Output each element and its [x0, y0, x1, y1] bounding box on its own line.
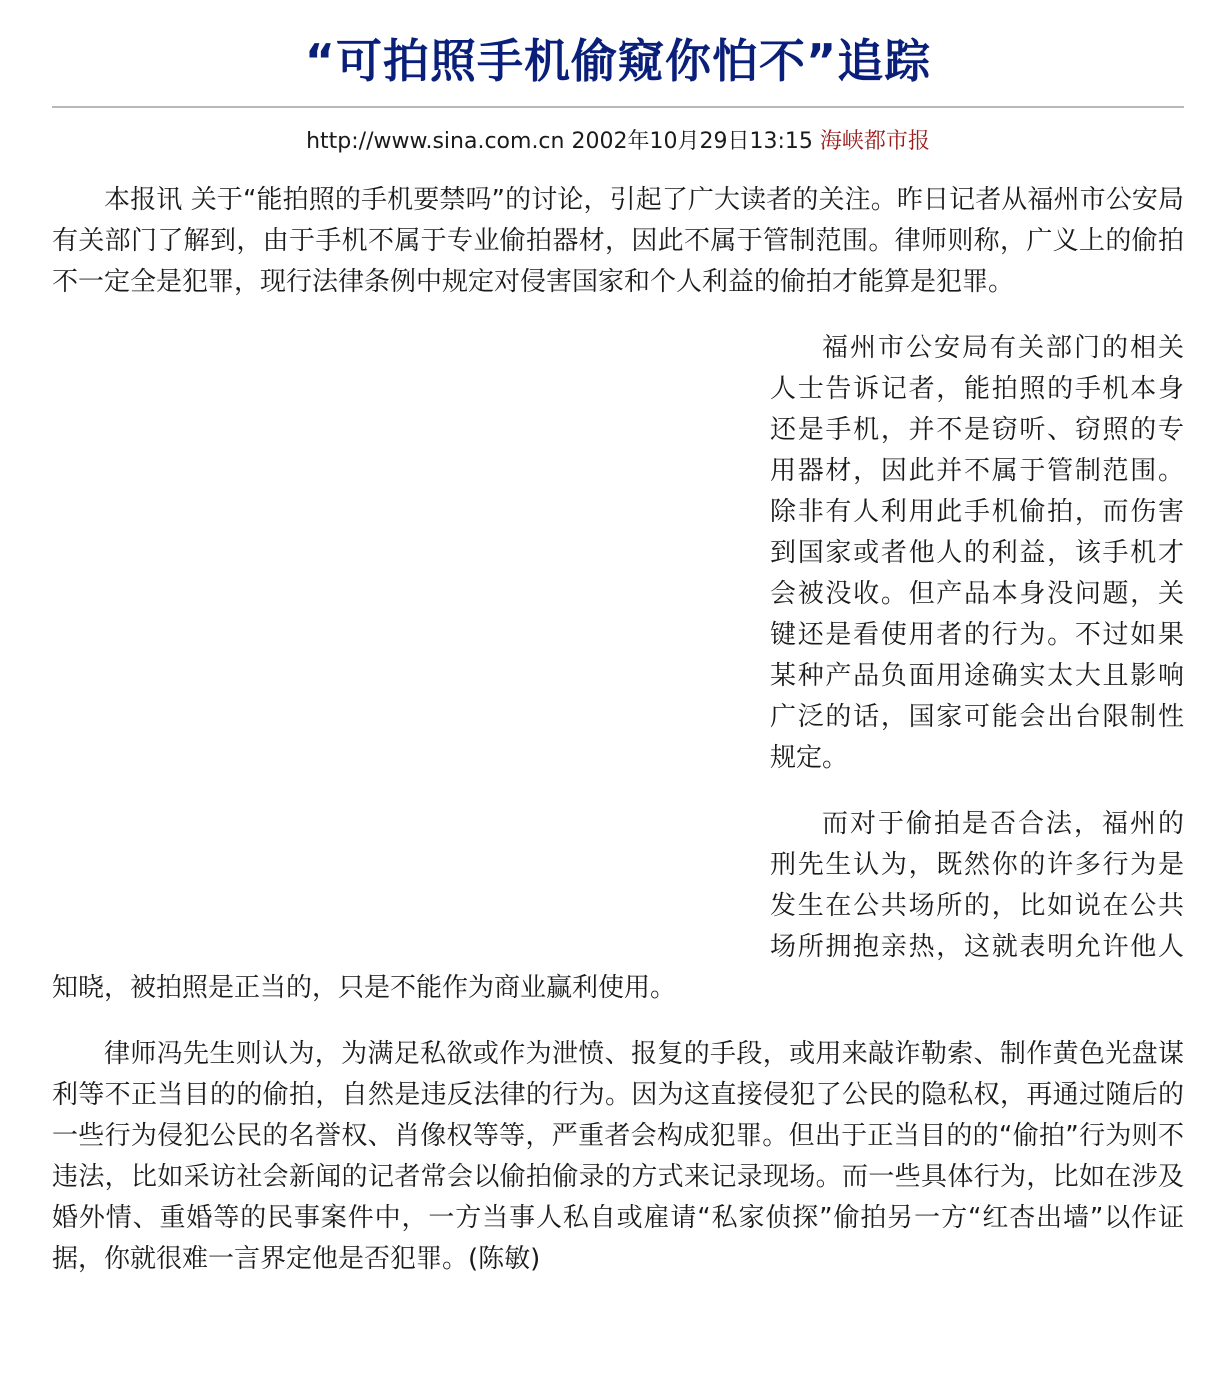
ad-placeholder — [52, 328, 770, 928]
publish-datetime: 2002年10月29日13:15 — [571, 129, 813, 154]
article-paragraph: 而对于偷拍是否合法，福州的刑先生认为，既然你的许多行为是发生在公共场所的，比如说在公共场所拥抱亲热，这就表明允许他人知晓，被拍照是正当的，只是不能作为商业赢利使用。 — [52, 809, 1184, 1003]
article-paragraph: 律师冯先生则认为，为满足私欲或作为泄愤、报复的手段，或用来敲诈勒索、制作黄色光盘谋利等不正当目的的偷拍，自然是违反法律的行为。因为这直接侵犯了公民的隐私权，再通过随后的一些行为侵犯公民的名誉权、肖像权等等，严重者会构成犯罪。但出于正当目的的“偷拍”行为则不违法，比如采访社会新闻的记者常会以偷拍偷录的方式来记录现场。而一些具体行为，比如在涉及婚外情、重婚等的民事案件中，一方当事人私自或雇请“私家侦探”偷拍另一方“红杏出墙”以作证据，你就很难一言界定他是否犯罪。(陈敏) — [52, 1039, 1184, 1274]
source-link[interactable]: 海峡都市报 — [819, 129, 930, 154]
article-body — [52, 180, 1184, 1280]
article-paragraph: 福州市公安局有关部门的相关人士告诉记者，能拍照的手机本身还是手机，并不是窃听、窃照的专用器材，因此并不属于管制范围。除非有人利用此手机偷拍，而伤害到国家或者他人的利益，该手机才会被没收。但产品本身没问题，关键还是看使用者的行为。不过如果某种产品负面用途确实太大且影响广泛的话，国家可能会出台限制性规定。 — [770, 333, 1184, 773]
title-divider — [52, 106, 1184, 108]
article-page — [52, 0, 1184, 1305]
article-title: “可拍照手机偷窥你怕不”追踪 — [304, 34, 932, 88]
article-meta — [52, 126, 1184, 158]
article-paragraph: 本报讯 关于“能拍照的手机要禁吗”的讨论，引起了广大读者的关注。昨日记者从福州市公安局有关部门了解到，由于手机不属于专业偷拍器材，因此不属于管制范围。律师则称，广义上的偷拍不一定全是犯罪，现行法律条例中规定对侵害国家和个人利益的偷拍才能算是犯罪。 — [52, 185, 1184, 297]
site-url: http://www.sina.com.cn — [306, 129, 565, 154]
